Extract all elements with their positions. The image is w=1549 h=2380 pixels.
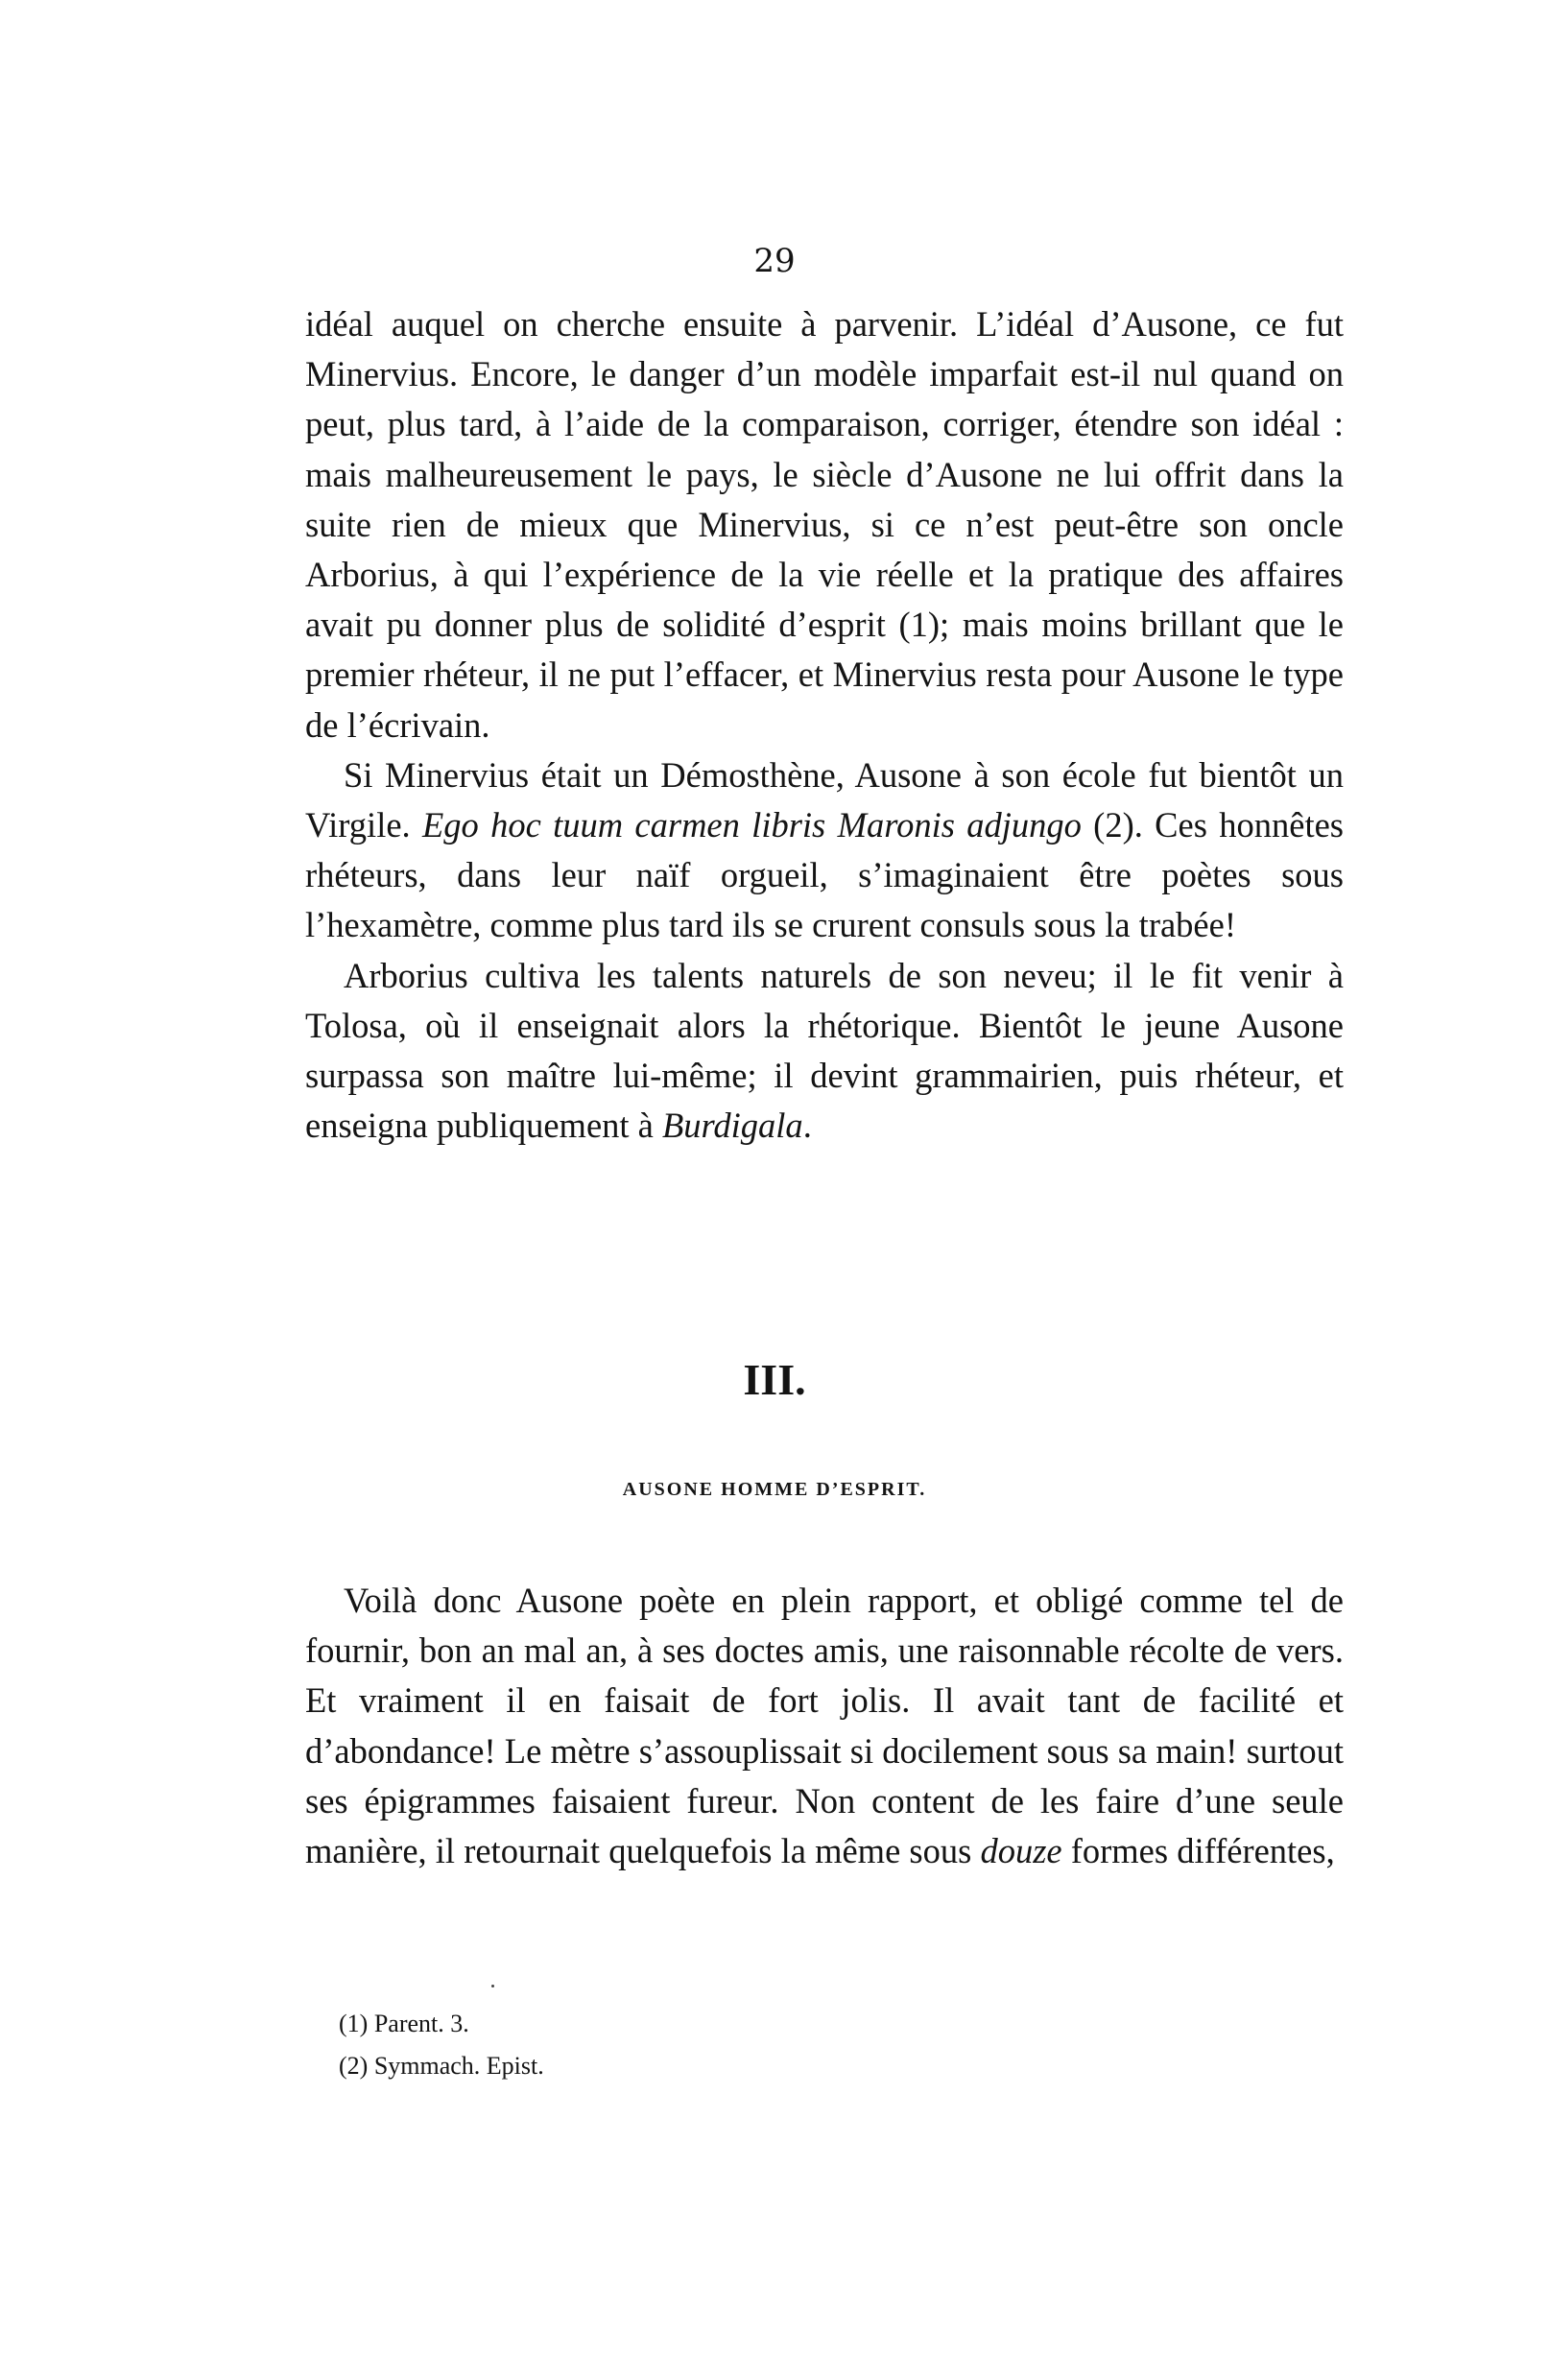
text-segment: (2). Ces honnêtes rhéteurs, dans leur naïf orgueil, s’imaginaient être poètes sous l’hexamètre, comme plus tard ils se crurent consuls sous la trabée! — [305, 805, 1344, 945]
text-segment: formes différentes, — [1061, 1831, 1335, 1871]
place-name: Burdigala — [662, 1106, 803, 1146]
paragraph — [305, 299, 1344, 750]
text-segment: . — [802, 1106, 812, 1146]
footnote-2: (2) Symmach. Epist. — [339, 2052, 544, 2080]
print-speck — [491, 1985, 494, 1987]
section-title: AUSONE HOMME D’ESPRIT. — [622, 1479, 927, 1500]
text-segment: Arborius cultiva les talents naturels de son neveu; il le fit venir à Tolosa, où il enseignait alors la rhétorique. Bientôt le jeune Ausone surpassa son maître lui-même; il devint grammairien, puis rhéteur, et enseigna publiquement à — [305, 955, 1344, 1146]
paragraph — [305, 1576, 1344, 1876]
latin-quote: Ego hoc tuum carmen libris Maronis adjungo — [421, 805, 1082, 845]
page-number: 29 — [753, 242, 796, 280]
bottom-text-block — [305, 1576, 1344, 1876]
footnotes — [339, 2003, 1203, 2087]
paragraph — [305, 750, 1344, 951]
emphasis: douze — [980, 1831, 1062, 1871]
section-number: III. — [743, 1355, 806, 1404]
footnote-1: (1) Parent. 3. — [339, 2010, 469, 2037]
text-segment: idéal auquel on cherche ensuite à parvenir. L’idéal d’Ausone, ce fut Minervius. Encore, le danger d’un modèle imparfait est-il nul quand on peut, plus tard, à l’aide de la comparaison, corriger, étendre son idéal : mais malheureusement le pays, le siècle d’Ausone ne lui offrit dans la suite rien de mieux que Minervius, si ce n’est peut-être son oncle Arborius, à qui l’expérience de la vie réelle et la pratique des affaires avait pu donner plus de solidité d’esprit (1); mais moins brillant que le premier rhéteur, il ne put l’effacer, et Minervius resta pour Ausone le type de l’écrivain. — [305, 304, 1344, 745]
text-segment: Voilà donc Ausone poète en plein rapport, et obligé comme tel de fournir, bon an mal an, à ses doctes amis, une raisonnable récolte de vers. Et vraiment il en faisait de fort jolis. Il avait tant de facilité et d’abondance! Le mètre s’assouplissait si docilement sous sa main! surtout ses épigrammes faisaient fureur. Non content de les faire d’une seule manière, il retournait quelquefois la même sous — [305, 1581, 1344, 1871]
top-text-block — [305, 299, 1344, 1151]
text-segment: Si Minervius était un Démosthène, Ausone à son école fut bientôt un Virgile. — [305, 754, 1344, 845]
paragraph — [305, 951, 1344, 1152]
